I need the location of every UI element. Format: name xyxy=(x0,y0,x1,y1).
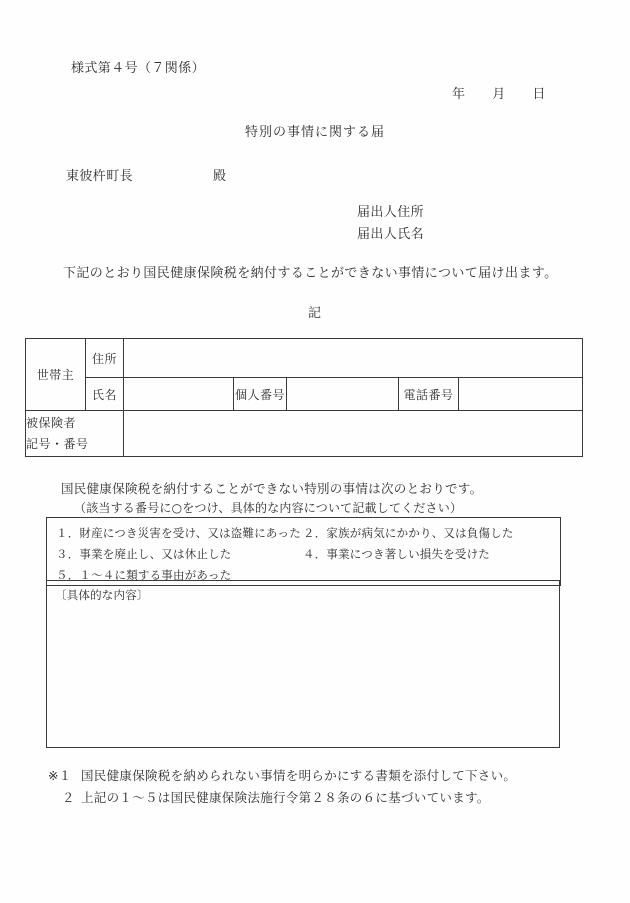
document-title: 特別の事情に関する届 xyxy=(244,125,385,140)
insured-number-value-cell xyxy=(124,411,583,457)
date-line: 年 月 日 xyxy=(452,87,546,102)
reasons-instruction: （該当する番号に○をつけ、具体的な内容について記載してください） xyxy=(74,501,463,515)
personal-number-label-cell: 個人番号 xyxy=(234,378,287,411)
addressee-name: 東彼杵町長 xyxy=(66,169,134,184)
insured-number-label-cell xyxy=(26,411,124,457)
footnote-1-marker: ※１ xyxy=(48,768,72,783)
footnote-2-text: 上記の１～５は国民健康保険法施行令第２８条の６に基づいています。 xyxy=(81,790,490,805)
personal-number-value-cell xyxy=(287,378,399,411)
reason-item-2: ２．家族が病気にかかり、又は負傷した xyxy=(303,526,514,540)
intro-sentence: 下記のとおり国民健康保険税を納付することができない事情について届け出ます。 xyxy=(63,266,558,281)
footnote-1 xyxy=(48,766,516,784)
addressee-honorific: 殿 xyxy=(213,169,227,184)
addressee-line xyxy=(66,165,226,184)
declarant-address-label: 届出人住所 xyxy=(357,205,425,220)
insured-label-line1: 被保険者 xyxy=(26,415,77,430)
phone-label-cell: 電話番号 xyxy=(399,378,459,411)
details-label: 〔具体的な内容〕 xyxy=(55,588,149,602)
insured-label-line2: 記号・番号 xyxy=(26,436,89,451)
declarant-name-label: 届出人氏名 xyxy=(357,227,425,242)
details-box xyxy=(46,580,560,748)
reason-item-1: １．財産につき災害を受け、又は盗難にあった xyxy=(56,526,301,540)
reason-item-4: ４．事業につき著しい損失を受けた xyxy=(303,547,490,561)
footnote-2-marker: ２ xyxy=(62,790,75,805)
phone-value-cell xyxy=(459,378,583,411)
reason-row-2 xyxy=(56,544,560,565)
name-label-cell: 氏名 xyxy=(86,378,124,411)
ki-heading: 記 xyxy=(307,306,322,321)
householder-label-cell: 世帯主 xyxy=(26,339,86,411)
addressee-gap xyxy=(133,165,213,184)
name-value-cell xyxy=(124,378,234,411)
reasons-options-box xyxy=(46,517,561,586)
footnote-2 xyxy=(48,788,490,806)
address-value-cell xyxy=(124,339,583,378)
reason-item-5: ５．１～４に類する事由があった xyxy=(56,568,232,582)
address-label-cell: 住所 xyxy=(86,339,124,378)
householder-table xyxy=(25,338,583,457)
details-box-top-border xyxy=(47,580,559,581)
reasons-heading: 国民健康保険税を納付することができない特別の事情は次のとおりです。 xyxy=(61,481,483,496)
reason-item-3: ３．事業を廃止し、又は休止した xyxy=(56,547,232,561)
footnote-1-text: 国民健康保険税を納められない事情を明らかにする書類を添付して下さい。 xyxy=(81,768,517,783)
form-number: 様式第４号（７関係） xyxy=(71,61,206,76)
reason-row-1 xyxy=(56,523,560,544)
